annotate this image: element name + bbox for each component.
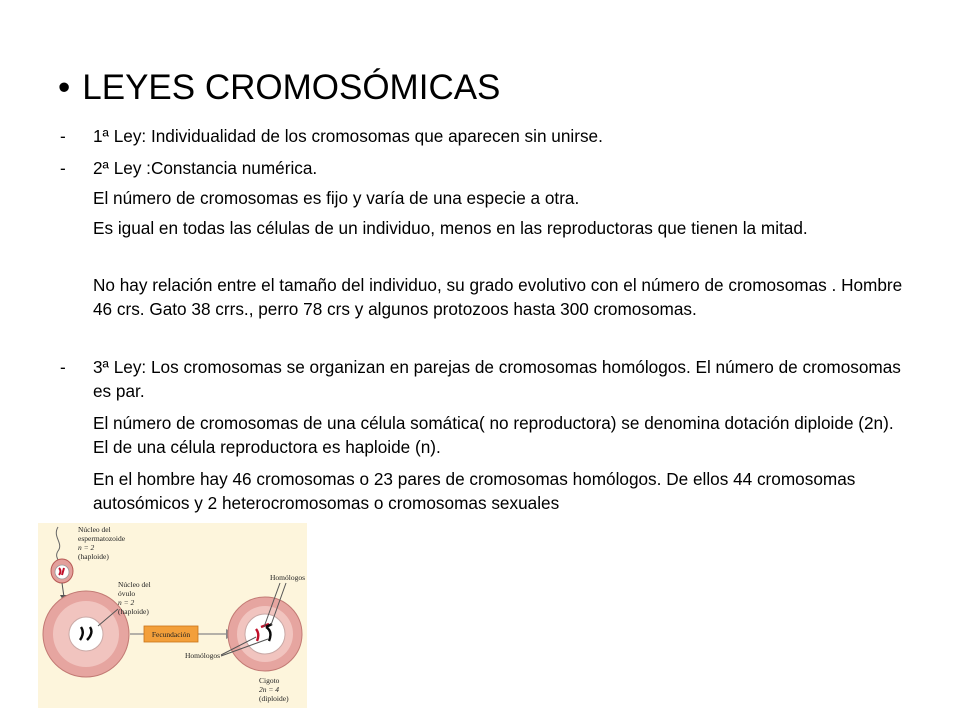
sperm-label-line: n = 2: [78, 543, 95, 552]
fertilization-diagram: [38, 523, 307, 708]
egg-label-line: n = 2: [118, 598, 135, 607]
egg-cell: [43, 591, 129, 677]
list-marker: -: [60, 357, 66, 377]
homologs-bottom-label: Homólogos: [185, 651, 221, 660]
sperm-cell: [51, 527, 73, 583]
list-text: 2ª Ley :Constancia numérica.: [93, 158, 318, 178]
law-2-detail-1: [60, 186, 910, 210]
list-marker: -: [60, 158, 66, 178]
list-marker: -: [60, 126, 66, 146]
law-2-detail-2: [60, 216, 910, 240]
fertilization-arrow: [130, 626, 236, 642]
slide-title: [58, 66, 500, 110]
sperm-label-line: Núcleo del: [78, 525, 111, 534]
list-text: El número de cromosomas de una célula somática( no reproductora) se denomina dotación diploide (2n). El de una célula reproductora es haploide (n).: [93, 413, 894, 457]
law-3-detail-2: [60, 467, 910, 515]
list-text: 1ª Ley: Individualidad de los cromosomas que aparecen sin unirse.: [93, 126, 603, 146]
fertilization-label: Fecundación: [151, 630, 191, 639]
list-text: El número de cromosomas es fijo y varía de una especie a otra.: [93, 188, 580, 208]
law-1: [60, 124, 910, 148]
egg-label-line: Núcleo del: [118, 580, 151, 589]
list-text: No hay relación entre el tamaño del individuo, su grado evolutivo con el número de cromosomas . Hombre 46 crs. Gato 38 crrs., perro 78 crs y algunos protozoos hasta 300 cromosomas.: [93, 275, 903, 319]
zygote-label-line: Cigoto: [259, 676, 280, 685]
list-text: Es igual en todas las células de un individuo, menos en las reproductoras que tienen la mitad.: [93, 218, 808, 238]
zygote-label-line: 2n = 4: [259, 685, 280, 694]
law-3-detail-1: [60, 411, 910, 459]
sperm-label-line: espermatozoide: [78, 534, 126, 543]
egg-label-line: óvulo: [118, 589, 136, 598]
zygote-label-line: (diploide): [259, 694, 289, 703]
law-3: [60, 355, 910, 403]
sperm-label-line: (haploide): [78, 552, 109, 561]
list-text: En el hombre hay 46 cromosomas o 23 pares de cromosomas homólogos. De ellos 44 cromosomas autosómicos y 2 heterocromosomas o cromosomas sexuales: [93, 469, 856, 513]
list-text: 3ª Ley: Los cromosomas se organizan en parejas de cromosomas homólogos. El número de cromosomas es par.: [93, 357, 901, 401]
title-text: LEYES CROMOSÓMICAS: [82, 68, 501, 107]
egg-label-line: (haploide): [118, 607, 149, 616]
law-2: [60, 156, 910, 180]
title-bullet: •: [58, 68, 71, 107]
zygote-cell: [228, 597, 302, 671]
homologs-top-label: Homólogos: [270, 573, 306, 582]
law-2-detail-3: [60, 273, 910, 321]
